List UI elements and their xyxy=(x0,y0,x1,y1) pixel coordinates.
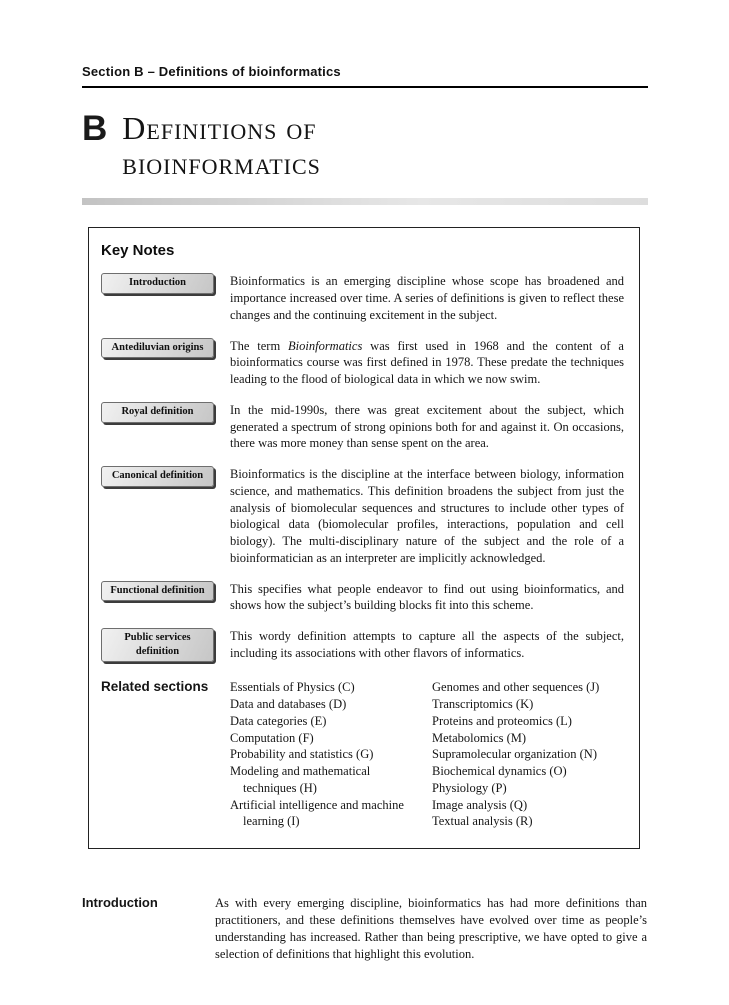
related-section-item: Modeling and mathematical techniques (H) xyxy=(230,764,371,795)
section-letter: B xyxy=(82,109,108,148)
related-section-item: Biochemical dynamics (O) xyxy=(432,764,567,779)
related-sections-label: Related sections xyxy=(101,679,209,695)
key-note-row xyxy=(101,273,624,323)
key-note-text-introduction: Bioinformatics is an emerging discipline whose scope has broadened and importance increased over time. A series of definitions is given to reflect these changes and the continuing excitement in the subject. xyxy=(230,274,624,322)
key-notes-box xyxy=(88,227,640,849)
key-note-text-antediluvian-origins xyxy=(230,338,624,388)
key-note-label-royal-definition: Royal definition xyxy=(101,402,214,423)
chapter-title-line2: bioinformatics xyxy=(122,145,321,182)
related-sections-row xyxy=(101,679,624,830)
introduction-text: As with every emerging discipline, bioinformatics has had more definitions than practitioners, and these definitions themselves have evolved over time as people’s understanding has increased. Rather than being prescriptive, we have opted to give a selection of definitions that highlight this evolution. xyxy=(215,896,647,962)
key-note-row xyxy=(101,402,624,452)
text-segment-italic: Bioinformatics xyxy=(288,338,363,353)
chapter-title-block xyxy=(82,111,648,181)
related-section-item: Transcriptomics (K) xyxy=(432,697,534,712)
related-section-item: Proteins and proteomics (L) xyxy=(432,713,572,728)
key-note-row xyxy=(101,628,624,662)
key-note-row xyxy=(101,466,624,567)
related-section-item: Probability and statistics (G) xyxy=(230,747,374,762)
introduction-label: Introduction xyxy=(82,895,158,911)
related-sections-col2 xyxy=(432,679,624,830)
related-section-item: Metabolomics (M) xyxy=(432,730,527,745)
key-note-label-introduction: Introduction xyxy=(101,273,214,294)
related-section-item: Essentials of Physics (C) xyxy=(230,680,355,695)
related-section-item: Genomes and other sequences (J) xyxy=(432,680,600,695)
title-divider-bar xyxy=(82,198,648,205)
key-note-text-royal-definition: In the mid-1990s, there was great excitement about the subject, which generated a spectrum of strong opinions both for and against it. On occasions, there was more money than sense spent on the area. xyxy=(230,402,624,451)
key-note-label-functional-definition: Functional definition xyxy=(101,581,214,602)
key-note-label-canonical-definition: Canonical definition xyxy=(101,466,214,487)
related-section-item: Data categories (E) xyxy=(230,713,327,728)
text-segment: was first used in 1968 and the content of a bioinformatics course was first defined in 1978. These predate the techniques leading to the flood of biological data in which we now swim. xyxy=(230,338,624,387)
related-section-item: Artificial intelligence and machine learning (I) xyxy=(230,797,404,829)
related-sections-columns xyxy=(230,679,624,830)
related-section-item: Textual analysis (R) xyxy=(432,814,533,829)
text-segment: The term xyxy=(230,338,289,353)
related-section-item: Computation (F) xyxy=(230,730,314,745)
key-notes-heading: Key Notes xyxy=(101,242,175,260)
key-note-row xyxy=(101,338,624,388)
key-note-label-antediluvian-origins: Antediluvian origins xyxy=(101,338,214,359)
chapter-title-line1: Definitions of xyxy=(122,110,317,146)
related-section-item: Supramolecular organization (N) xyxy=(432,747,597,762)
key-note-text-functional-definition: This specifies what people endeavor to find out using bioinformatics, and shows how the subject’s building blocks fit into this scheme. xyxy=(230,581,624,613)
key-note-text-canonical-definition: Bioinformatics is the discipline at the interface between biology, information science, and mathematics. This definition broadens the subject from just the analysis of biomolecular sequences and structures to include other types of biological data (biomolecular profiles, interactions, population and cell biology). The multi-disciplinary nature of the subject and the role of a bioinformatician as an interpreter are implicitly acknowledged. xyxy=(230,467,624,565)
key-note-row xyxy=(101,581,624,615)
chapter-title xyxy=(122,111,321,181)
related-section-item: Data and databases (D) xyxy=(230,697,347,712)
related-section-item: Physiology (P) xyxy=(432,780,507,795)
running-header: Section B – Definitions of bioinformatics xyxy=(82,64,341,79)
key-note-label-public-services-definition: Public services definition xyxy=(101,628,214,662)
related-sections-col1 xyxy=(230,679,422,830)
key-note-text-public-services-definition: This wordy definition attempts to capture all the aspects of the subject, including its associations with other flavors of informatics. xyxy=(230,629,624,660)
header-rule xyxy=(82,86,648,88)
related-section-item: Image analysis (Q) xyxy=(432,797,528,812)
introduction-section xyxy=(82,895,648,963)
